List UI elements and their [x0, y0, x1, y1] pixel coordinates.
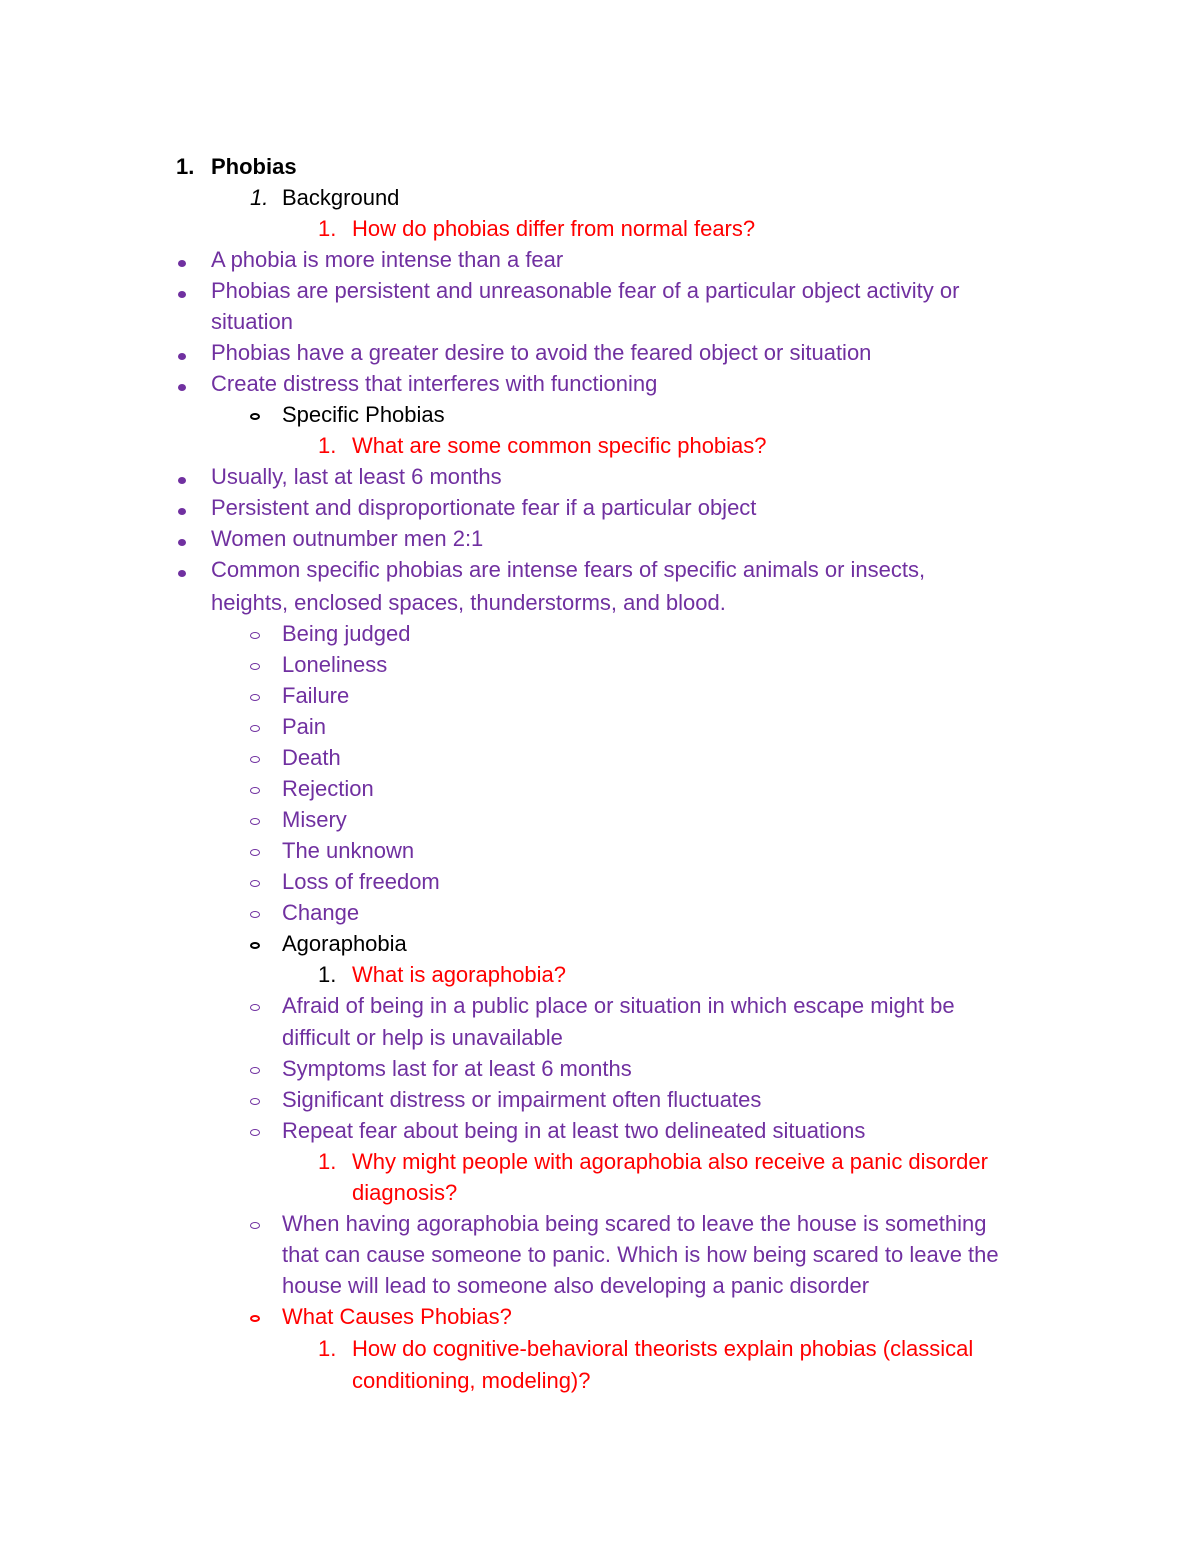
- circle-bullet: [250, 942, 260, 949]
- bullet-text: Common specific phobias are intense fears of specific animals or insects,: [211, 557, 926, 582]
- agoraphobia-item: Significant distress or impairment often fluctuates: [282, 1087, 762, 1112]
- bullet-text: Usually, last at least 6 months: [211, 464, 502, 489]
- question-text: Why might people with agoraphobia also receive a panic disorder: [352, 1149, 988, 1174]
- fear-item: Misery: [282, 807, 347, 832]
- bullet-text: Phobias have a greater desire to avoid the feared object or situation: [211, 340, 872, 365]
- answer-text-continued: house will lead to someone also developing a panic disorder: [282, 1273, 870, 1298]
- fear-item: Death: [282, 745, 341, 770]
- background-number: 1.: [250, 185, 269, 210]
- fear-item: Loneliness: [282, 652, 388, 677]
- circle-bullet: [250, 413, 260, 420]
- question-number: 1.: [318, 1149, 337, 1174]
- question-text: What is agoraphobia?: [352, 962, 567, 987]
- subheading-agoraphobia: Agoraphobia: [282, 931, 407, 956]
- fear-item: Pain: [282, 714, 327, 739]
- bullet-dot: [178, 260, 186, 267]
- question-text-continued: diagnosis?: [352, 1180, 458, 1205]
- bullet-dot: [178, 384, 186, 391]
- bullet-text: Phobias are persistent and unreasonable fear of a particular object activity or: [211, 278, 960, 303]
- question-text: How do cognitive-behavioral theorists explain phobias (classical: [352, 1336, 974, 1361]
- bullet-text: A phobia is more intense than a fear: [211, 247, 564, 272]
- fear-item: Being judged: [282, 621, 411, 646]
- circle-bullet: [250, 632, 260, 639]
- subheading-causes: What Causes Phobias?: [282, 1304, 512, 1329]
- fear-item: The unknown: [282, 838, 415, 863]
- fear-item: Change: [282, 900, 360, 925]
- bullet-dot: [178, 291, 186, 298]
- agoraphobia-item: Afraid of being in a public place or situation in which escape might be: [282, 993, 955, 1018]
- circle-bullet: [250, 787, 260, 794]
- circle-bullet: [250, 1315, 260, 1322]
- question-text: How do phobias differ from normal fears?: [352, 216, 756, 241]
- question-number: 1.: [318, 1336, 337, 1361]
- circle-bullet: [250, 1004, 260, 1011]
- question-text-continued: conditioning, modeling)?: [352, 1368, 591, 1393]
- question-text: What are some common specific phobias?: [352, 433, 767, 458]
- agoraphobia-item: Symptoms last for at least 6 months: [282, 1056, 632, 1081]
- heading-number: 1.: [176, 154, 195, 179]
- heading-phobias: Phobias: [211, 154, 297, 179]
- bullet-text-continued: situation: [211, 309, 293, 334]
- bullet-dot: [178, 539, 186, 546]
- question-number: 1.: [318, 433, 337, 458]
- fear-item: Failure: [282, 683, 350, 708]
- question-number: 1.: [318, 216, 337, 241]
- bullet-dot: [178, 353, 186, 360]
- agoraphobia-item-continued: difficult or help is unavailable: [282, 1025, 563, 1050]
- circle-bullet: [250, 818, 260, 825]
- bullet-dot: [178, 508, 186, 515]
- question-number: 1.: [318, 962, 337, 987]
- circle-bullet: [250, 1098, 260, 1105]
- bullet-text: Women outnumber men 2:1: [211, 526, 484, 551]
- circle-bullet: [250, 1129, 260, 1136]
- circle-bullet: [250, 725, 260, 732]
- bullet-text-continued: heights, enclosed spaces, thunderstorms, and blood.: [211, 590, 726, 615]
- fear-item: Rejection: [282, 776, 374, 801]
- bullet-text: Create distress that interferes with functioning: [211, 371, 658, 396]
- circle-bullet: [250, 663, 260, 670]
- circle-bullet: [250, 880, 260, 887]
- background-label: Background: [282, 185, 400, 210]
- circle-bullet: [250, 911, 260, 918]
- circle-bullet: [250, 1222, 260, 1229]
- answer-text: When having agoraphobia being scared to leave the house is something: [282, 1211, 987, 1236]
- bullet-dot: [178, 570, 186, 577]
- agoraphobia-item: Repeat fear about being in at least two delineated situations: [282, 1118, 866, 1143]
- circle-bullet: [250, 756, 260, 763]
- subheading-specific-phobias: Specific Phobias: [282, 402, 445, 427]
- answer-text-continued: that can cause someone to panic. Which is how being scared to leave the: [282, 1242, 999, 1267]
- fear-item: Loss of freedom: [282, 869, 440, 894]
- bullet-text: Persistent and disproportionate fear if a particular object: [211, 495, 757, 520]
- circle-bullet: [250, 849, 260, 856]
- circle-bullet: [250, 694, 260, 701]
- circle-bullet: [250, 1067, 260, 1074]
- bullet-dot: [178, 477, 186, 484]
